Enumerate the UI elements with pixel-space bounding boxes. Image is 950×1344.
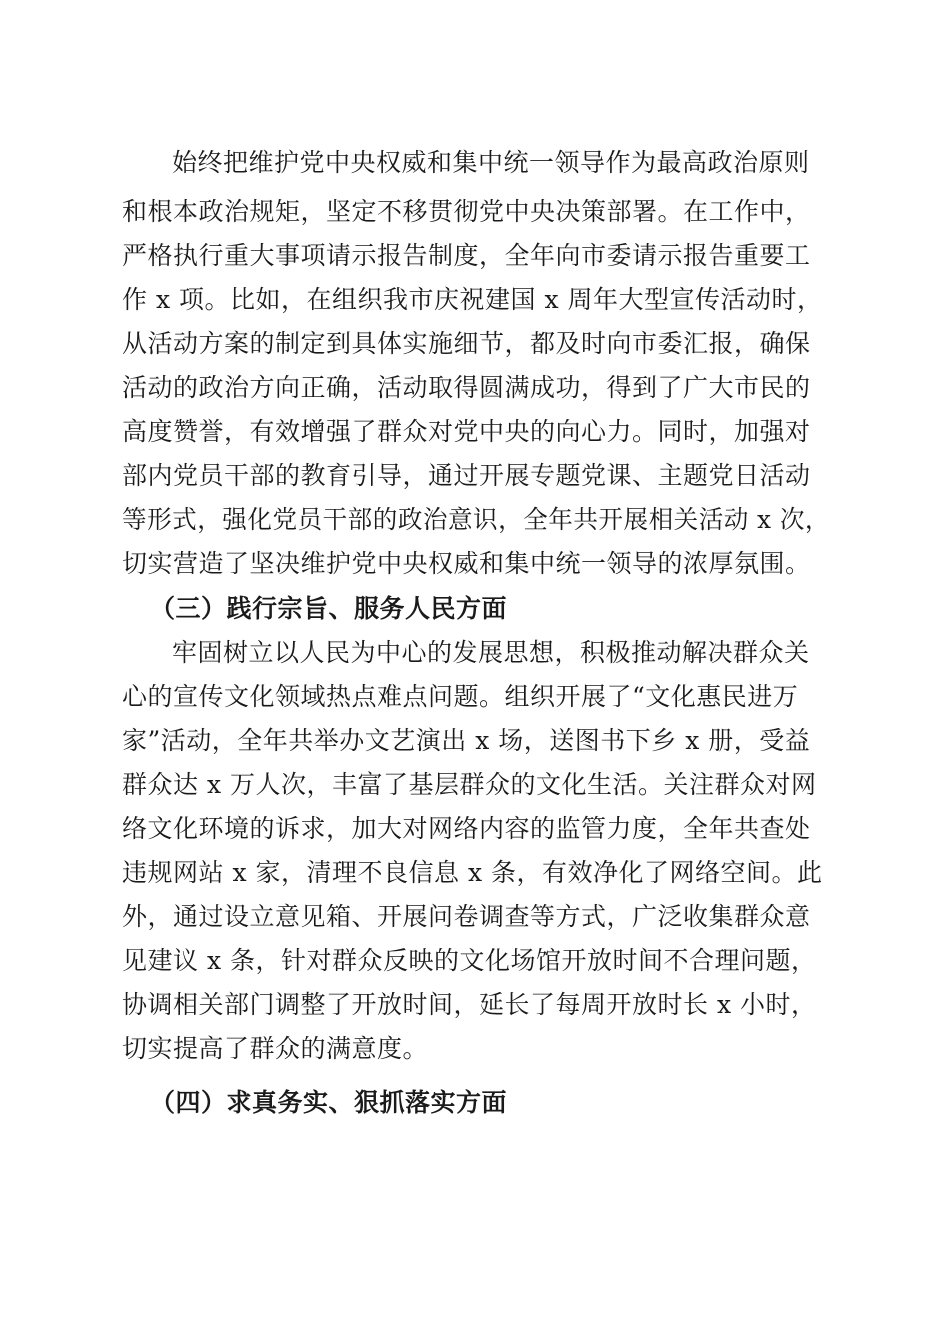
paragraph-1-line: 部内党员干部的教育引导，通过开展专题党课、主题党日活动 (122, 461, 811, 490)
paragraph-2-line: 协调相关部门调整了开放时间，延长了每周开放时长 x 小时， (122, 990, 817, 1019)
paragraph-1-line: 活动的政治方向正确，活动取得圆满成功，得到了广大市民的 (122, 373, 811, 402)
paragraph-2-line: 群众达 x 万人次，丰富了基层群众的文化生活。关注群众对网 (122, 770, 817, 799)
paragraph-2-line: 违规网站 x 家，清理不良信息 x 条，有效净化了网络空间。此 (122, 858, 823, 887)
paragraph-1-line: 始终把维护党中央权威和集中统一领导作为最高政治原则 (172, 148, 810, 177)
paragraph-1-line: 从活动方案的制定到具体实施细节，都及时向市委汇报，确保 (122, 329, 811, 358)
paragraph-1-line: 高度赞誉，有效增强了群众对党中央的向心力。同时，加强对 (122, 417, 811, 446)
paragraph-1-line: 等形式，强化党员干部的政治意识，全年共开展相关活动 x 次， (122, 505, 830, 534)
paragraph-2-line: 牢固树立以人民为中心的发展思想，积极推动解决群众关 (172, 638, 810, 667)
paragraph-2-line: 见建议 x 条，针对群众反映的文化场馆开放时间不合理问题， (122, 946, 817, 975)
paragraph-2-line: 心的宣传文化领域热点难点问题。组织开展了“文化惠民进万 (122, 682, 799, 711)
paragraph-1-line: 严格执行重大事项请示报告制度，全年向市委请示报告重要工 (122, 241, 811, 270)
paragraph-1-line: 作 x 项。比如，在组织我市庆祝建国 x 周年大型宣传活动时， (122, 285, 823, 314)
section-heading-3: （三）践行宗旨、服务人民方面 (150, 594, 508, 623)
paragraph-2-line: 切实提高了群众的满意度。 (122, 1034, 429, 1063)
paragraph-1-line: 和根本政治规矩，坚定不移贯彻党中央决策部署。在工作中， (122, 197, 811, 226)
paragraph-2-line: 外，通过设立意见箱、开展问卷调查等方式，广泛收集群众意 (122, 902, 811, 931)
section-heading-4: （四）求真务实、狠抓落实方面 (150, 1088, 508, 1117)
paragraph-2-line: 家”活动，全年共举办文艺演出 x 场，送图书下乡 x 册，受益 (122, 726, 811, 755)
paragraph-1-line: 切实营造了坚决维护党中央权威和集中统一领导的浓厚氛围。 (122, 549, 811, 578)
paragraph-2-line: 络文化环境的诉求，加大对网络内容的监管力度，全年共查处 (122, 814, 811, 843)
